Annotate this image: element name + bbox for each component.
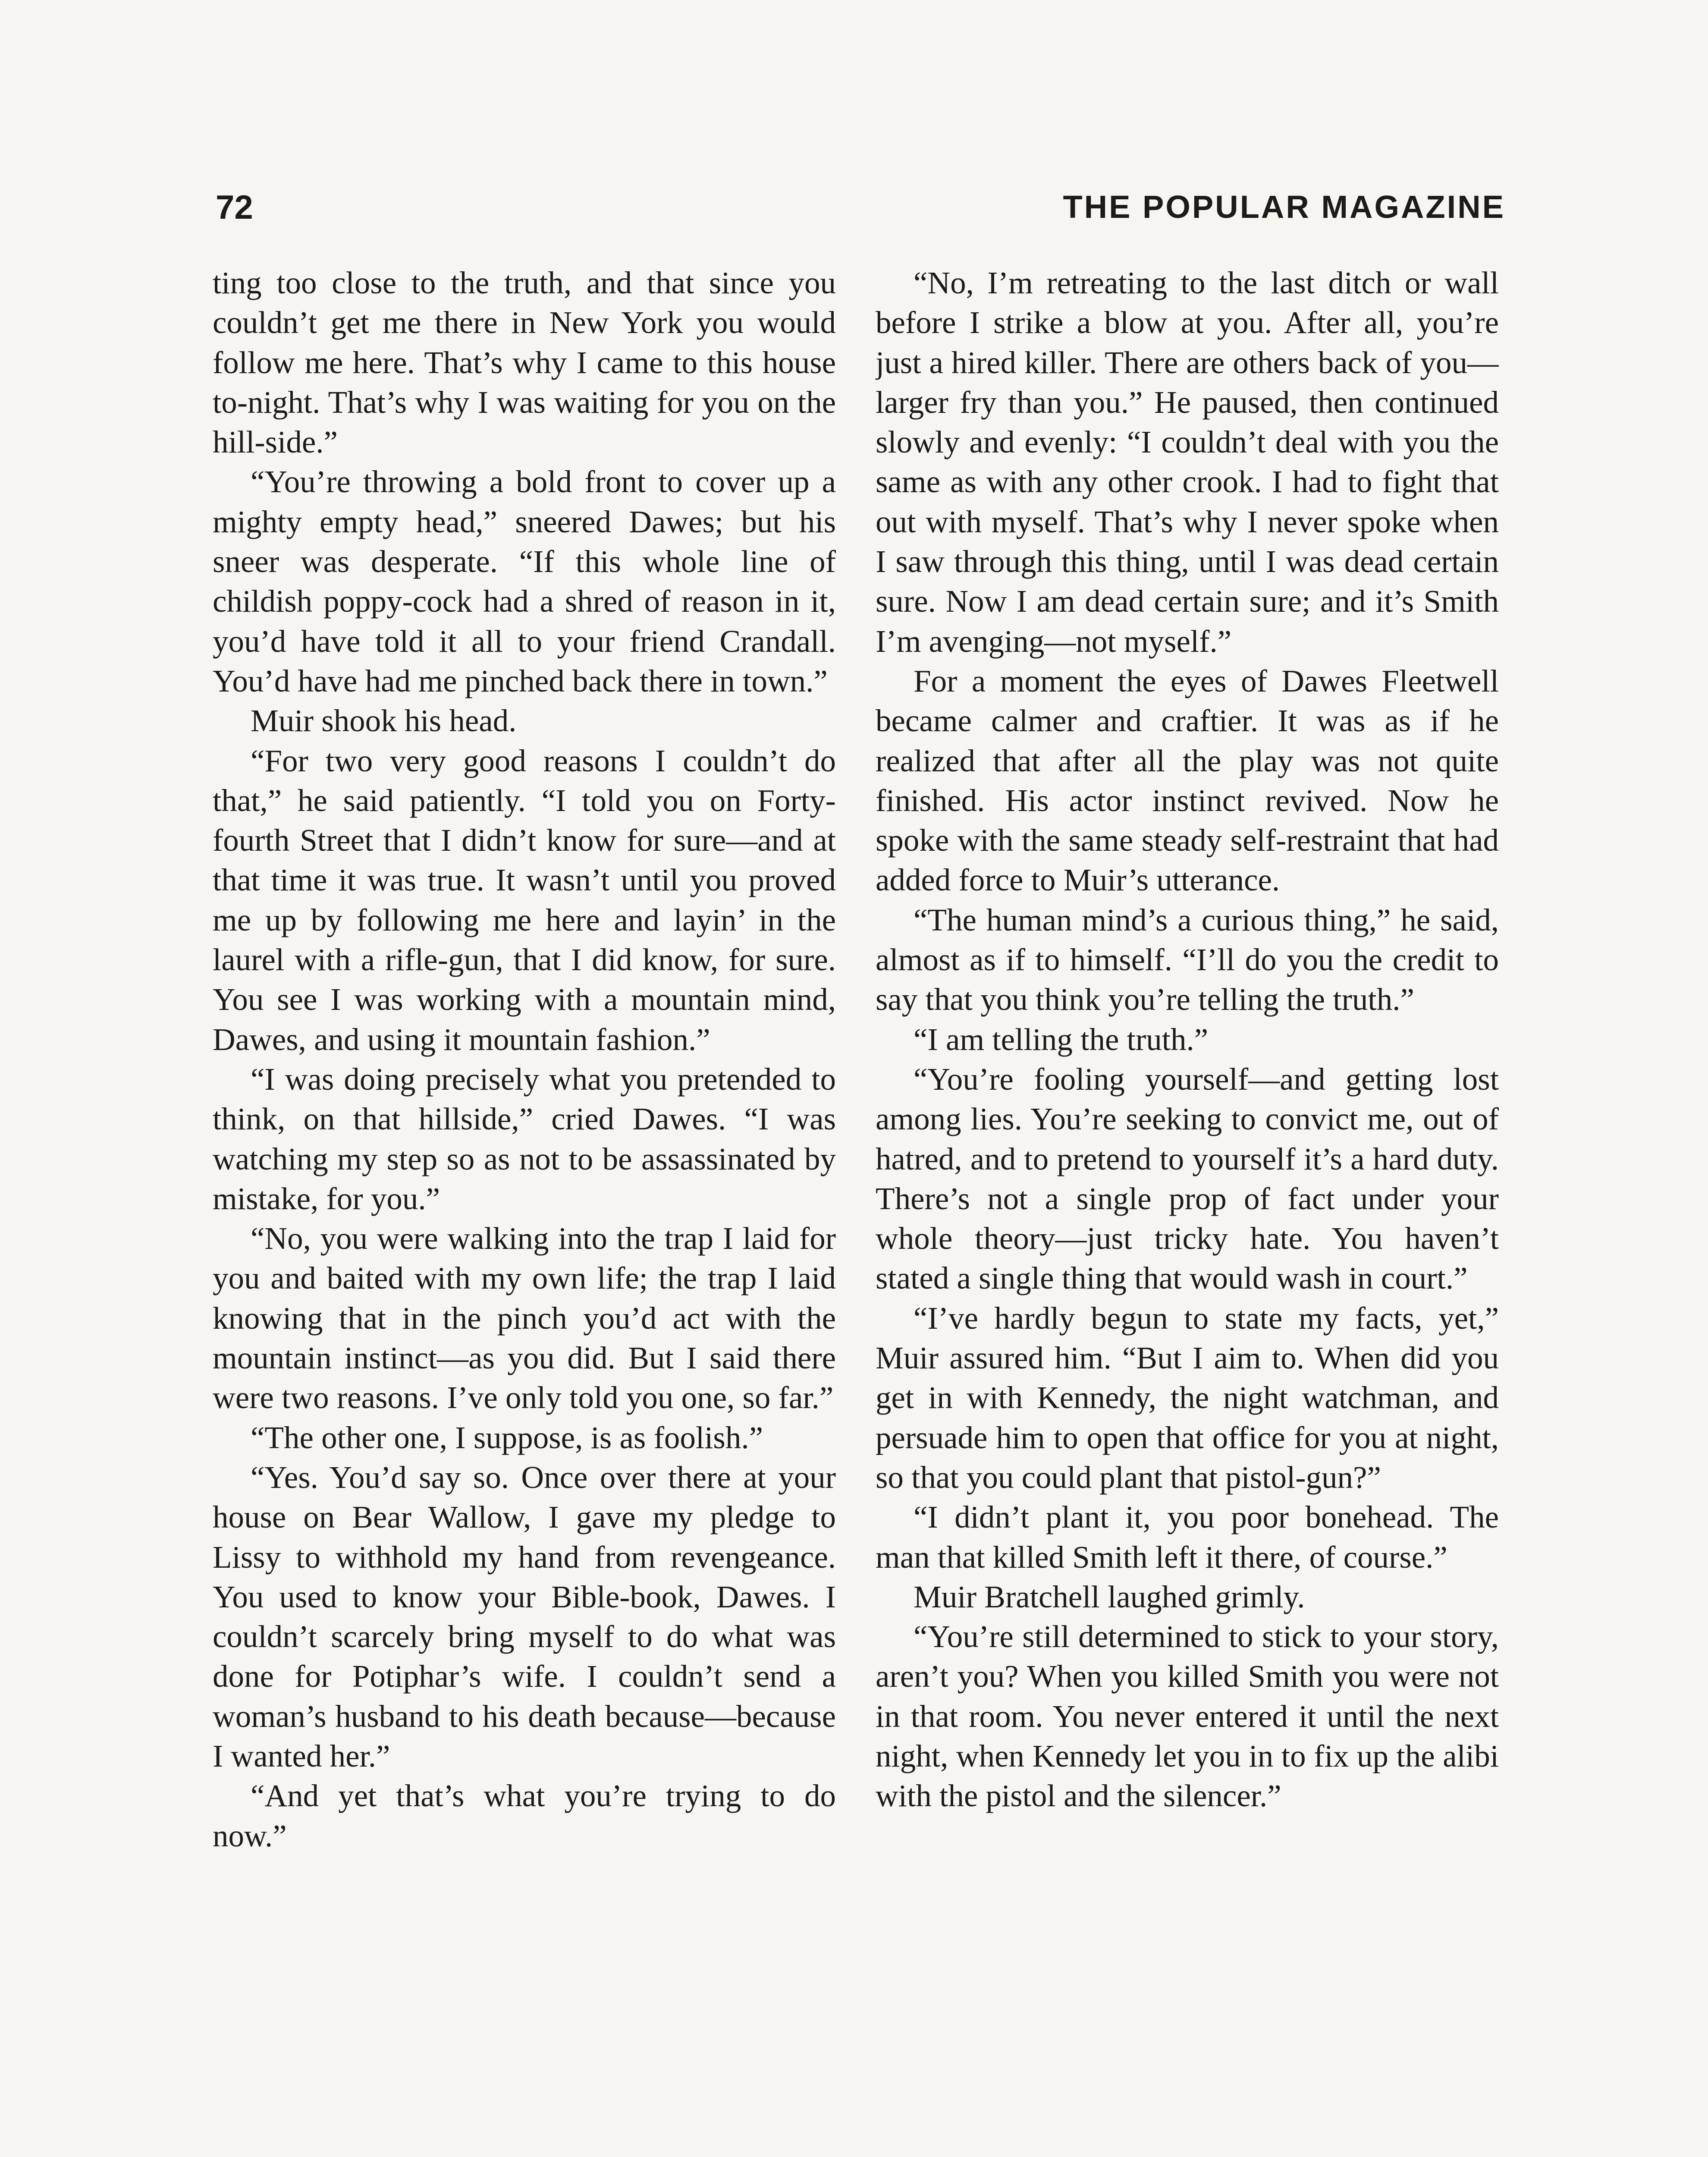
paragraph: “No, you were walking into the trap I laid for you and baited with my own life; the trap I laid knowing that in the pinch you’d act with the mountain instinct—as you did. But I said there were two reasons. I’ve only told you one, so far.” <box>213 1221 836 1415</box>
right-column <box>876 263 1499 2157</box>
paragraph: “I’ve hardly begun to state my facts, yet,” Muir assured him. “But I aim to. When did you get in with Kennedy, the night watchman, and persuade him to open that office for you at night, so that you could plant that pistol-gun?” <box>876 1300 1499 1495</box>
running-title: THE POPULAR MAGAZINE <box>1063 189 1505 225</box>
paragraph: “And yet that’s what you’re trying to do now.” <box>213 1778 836 1853</box>
left-column <box>213 263 836 2157</box>
paragraph: “You’re throwing a bold front to cover up a mighty empty head,” sneered Dawes; but his sneer was desperate. “If this whole line of childish poppy-cock had a shred of reason in it, you’d have told it all to your friend Crandall. You’d have had me pinched back there in town.” <box>213 464 836 698</box>
paragraph: “The other one, I suppose, is as foolish.” <box>251 1420 763 1455</box>
paragraph: “I didn’t plant it, you poor bonehead. The man that killed Smith left it there, of course.” <box>876 1500 1499 1575</box>
paragraph: “The human mind’s a curious thing,” he said, almost as if to himself. “I’ll do you the credit to say that you think you’re telling the truth.” <box>876 902 1499 1017</box>
page-number: 72 <box>216 188 253 226</box>
paragraph: “Yes. You’d say so. Once over there at your house on Bear Wallow, I gave my pledge to Lissy to withhold my hand from revengeance. You used to know your Bible-book, Dawes. I couldn’t scarcely bring myself to do what was done for Potiphar’s wife. I couldn’t send a woman’s husband to his death because—because I wanted her.” <box>213 1459 836 1773</box>
paragraph: “You’re fooling yourself—and getting lost among lies. You’re seeking to convict me, out of hatred, and to pretend to yourself it’s a hard duty. There’s not a single prop of fact under your whole theory—just tricky hate. You haven’t stated a single thing that would wash in court.” <box>876 1061 1499 1296</box>
paragraph: “I am telling the truth.” <box>914 1022 1209 1057</box>
paragraph: “No, I’m retreating to the last ditch or wall before I strike a blow at you. After all, you’re just a hired killer. There are others back of you—larger fry than you.” He paused, then continued slowly and evenly: “I couldn’t deal with you the same as with any other crook. I had to fight that out with myself. That’s why I never spoke when I saw through this thing, until I was dead certain sure. Now I am dead certain sure; and it’s Smith I’m avenging—not myself.” <box>876 265 1499 659</box>
paragraph: ting too close to the truth, and that since you couldn’t get me there in New York you would follow me here. That’s why I came to this house to-night. That’s why I was waiting for you on the hill-side.” <box>213 265 836 460</box>
paragraph: Muir shook his head. <box>251 703 517 739</box>
page-header <box>216 181 1505 233</box>
paragraph: For a moment the eyes of Dawes Fleetwell became calmer and craftier. It was as if he realized that after all the play was not quite finished. His actor instinct revived. Now he spoke with the same steady self-restraint that had added force to Muir’s utterance. <box>876 663 1499 898</box>
paragraph: “I was doing precisely what you pretended to think, on that hillside,” cried Dawes. “I was watching my step so as not to be assassinated by mistake, for you.” <box>213 1061 836 1216</box>
paragraph: “For two very good reasons I couldn’t do that,” he said patiently. “I told you on Forty-fourth Street that I didn’t know for sure—and at that time it was true. It wasn’t until you proved me up by following me here and layin’ in the laurel with a rifle-gun, that I did know, for sure. You see I was working with a mountain mind, Dawes, and using it mountain fashion.” <box>213 743 836 1057</box>
paragraph: Muir Bratchell laughed grimly. <box>914 1579 1305 1614</box>
paragraph: “You’re still determined to stick to your story, aren’t you? When you killed Smith you were not in that room. You never entered it until the next night, when Kennedy let you in to fix up the alibi with the pistol and the silencer.” <box>876 1619 1499 1814</box>
